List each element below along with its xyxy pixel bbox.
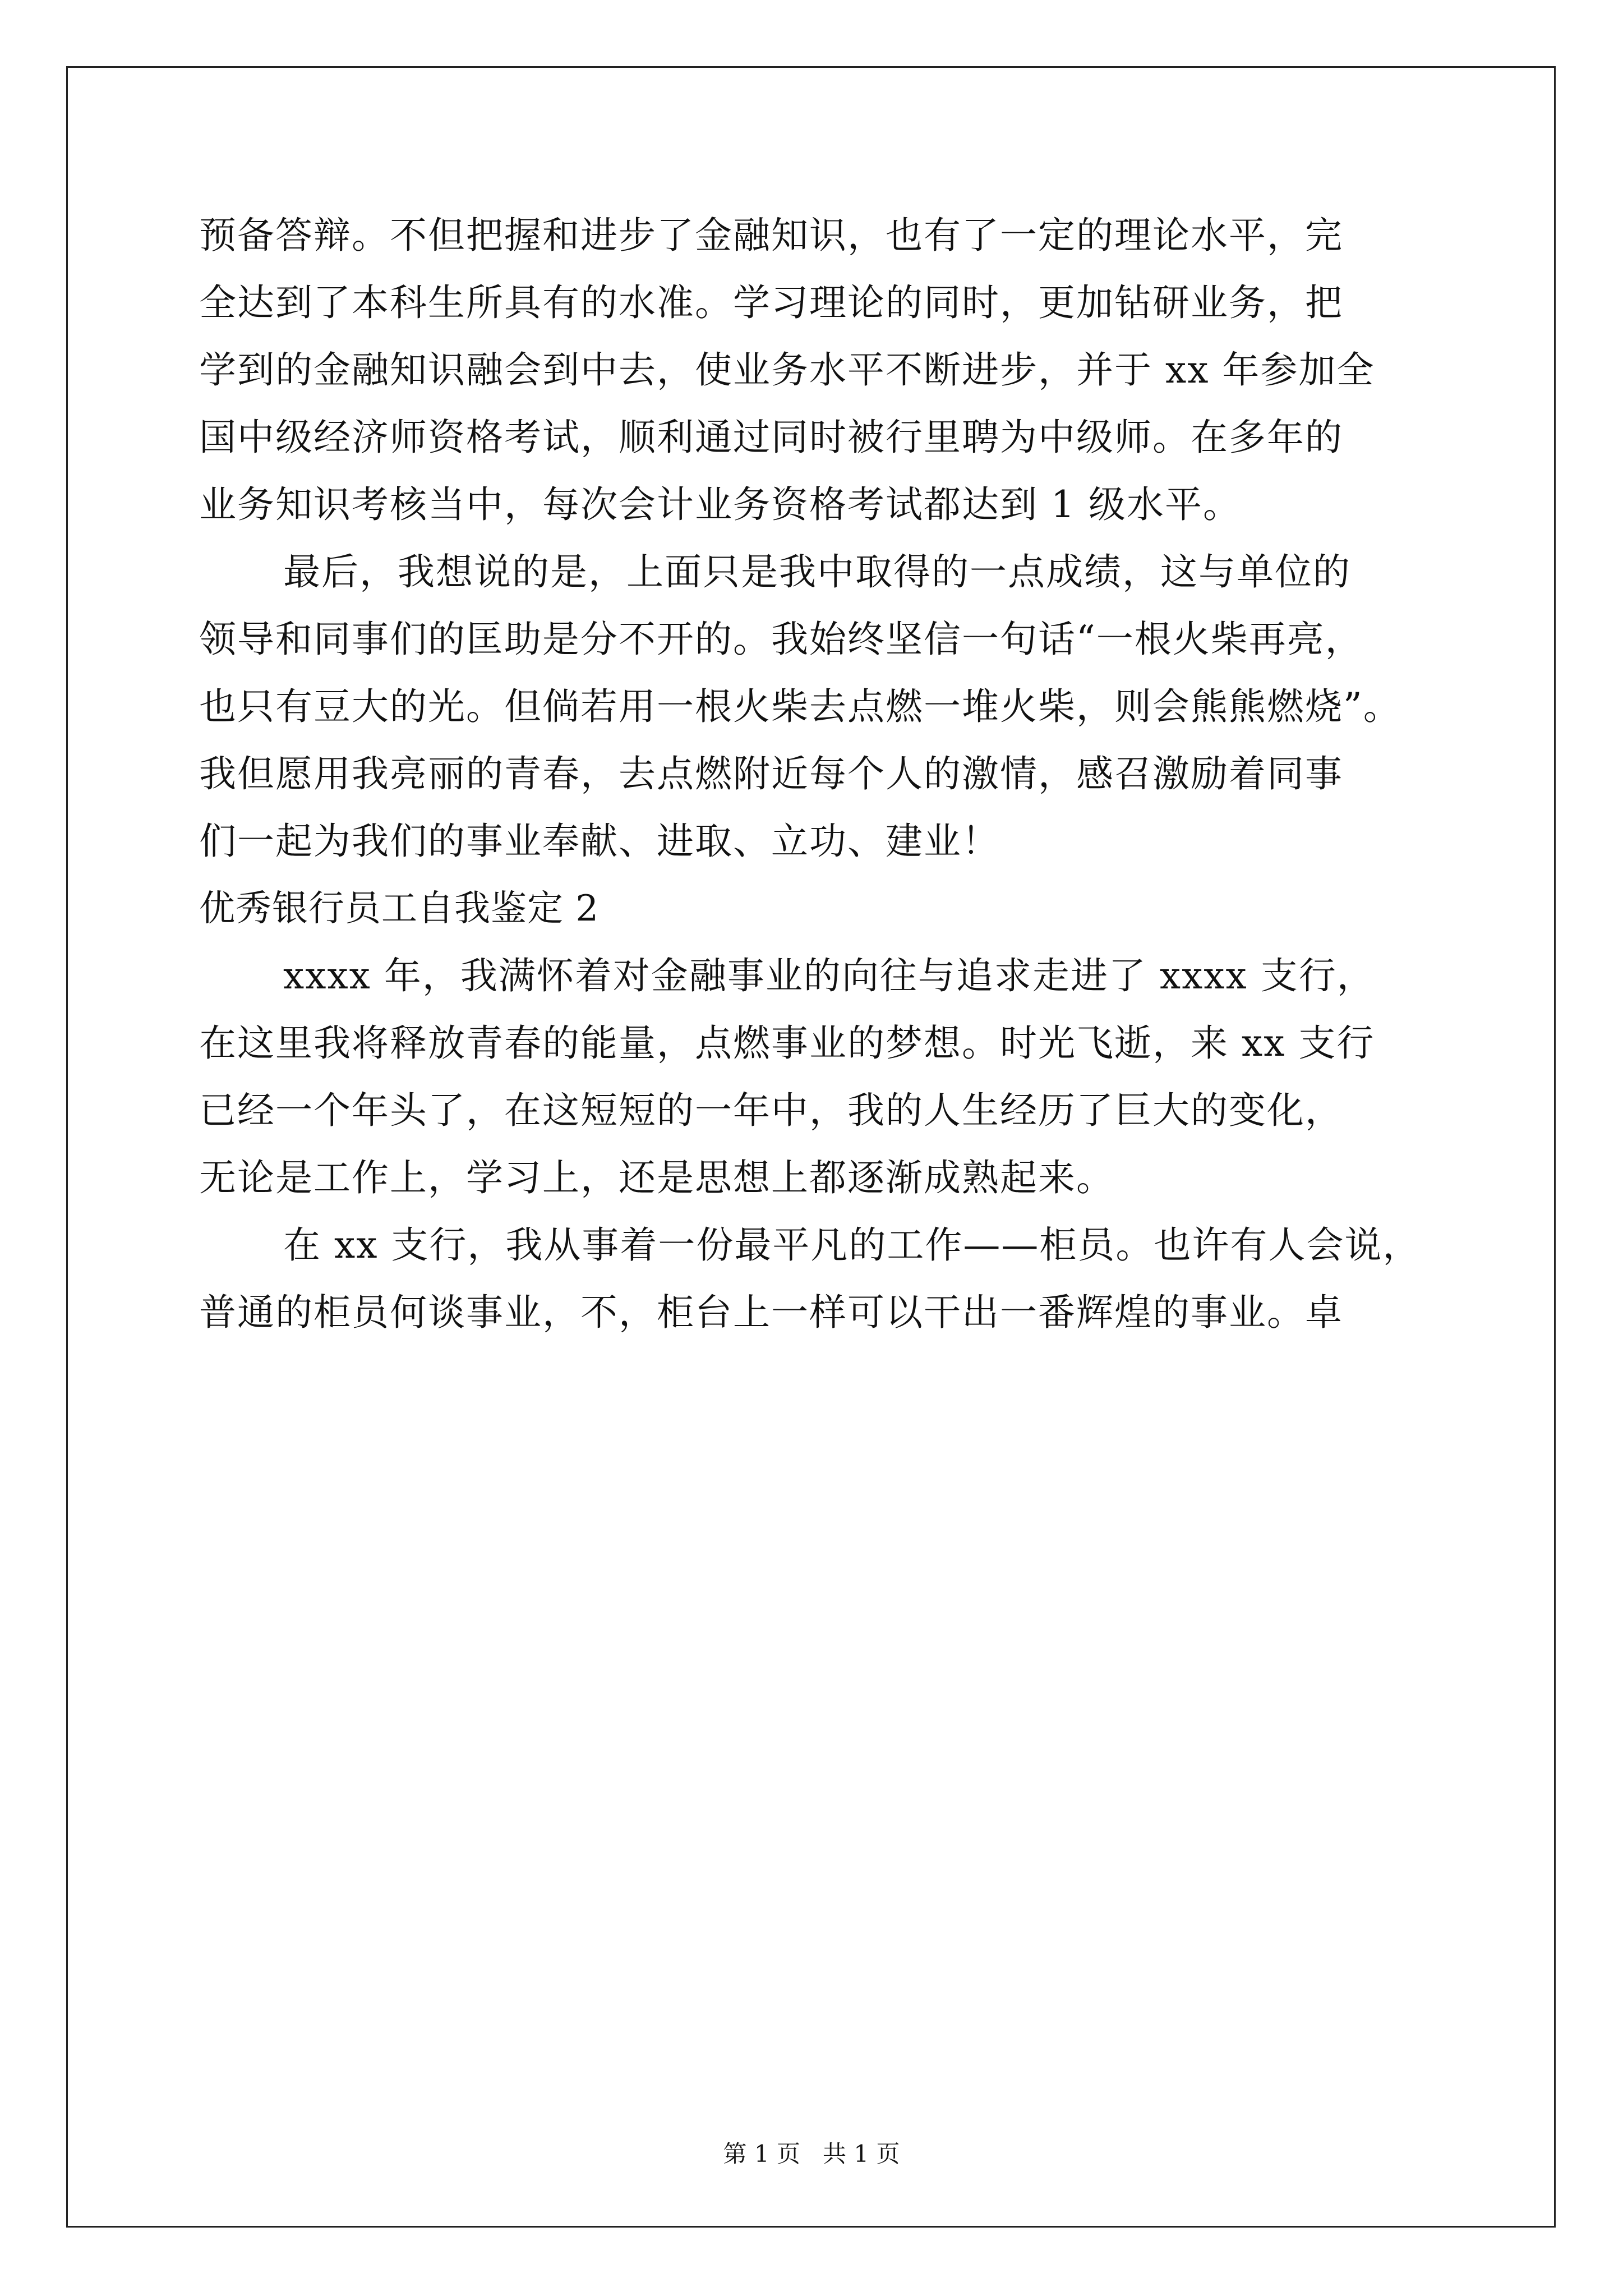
paragraph-line: 业务知识考核当中，每次会计业务资格考试都达到 1 级水平。 [199, 483, 1241, 526]
paragraph-line: 已经一个年头了，在这短短的一年中，我的人生经历了巨大的变化， [199, 1089, 1343, 1132]
paragraph-line: 国中级经济师资格考试，顺利通过同时被行里聘为中级师。在多年的 [199, 416, 1343, 459]
paragraph-line: 学到的金融知识融会到中去，使业务水平不断进步，并于 xx 年参加全 [199, 348, 1375, 392]
paragraph-line: 无论是工作上，学习上，还是思想上都逐渐成熟起来。 [199, 1156, 1114, 1199]
paragraph-line: 我但愿用我亮丽的青春，去点燃附近每个人的激情，感召激励着同事 [199, 752, 1343, 795]
paragraph-line: 最后，我想说的是，上面只是我中取得的一点成绩，这与单位的 [283, 550, 1351, 593]
page-number-footer: 第 1 页 共 1 页 [723, 2140, 900, 2168]
paragraph-line: 领导和同事们的匡助是分不开的。我始终坚信一句话“一根火柴再亮， [199, 618, 1363, 661]
paragraph-line: 也只有豆大的光。但倘若用一根火柴去点燃一堆火柴，则会熊熊燃烧”。 [199, 685, 1401, 728]
paragraph-line: 在这里我将释放青春的能量，点燃事业的梦想。时光飞逝，来 xx 支行 [199, 1022, 1375, 1065]
paragraph-line: 预备答辩。不但把握和进步了金融知识，也有了一定的理论水平，完 [199, 214, 1343, 257]
paragraph-line: 全达到了本科生所具有的水准。学习理论的同时，更加钻研业务，把 [199, 281, 1343, 324]
section-heading: 优秀银行员工自我鉴定 2 [199, 888, 600, 930]
paragraph-line: 在 xx 支行，我从事着一份最平凡的工作——柜员。也许有人会说， [283, 1223, 1421, 1267]
paragraph-line: xxxx 年，我满怀着对金融事业的向往与追求走进了 xxxx 支行， [283, 954, 1375, 997]
paragraph-line: 普通的柜员何谈事业，不，柜台上一样可以干出一番辉煌的事业。卓 [199, 1291, 1343, 1334]
paragraph-line: 们一起为我们的事业奉献、进取、立功、建业！ [199, 820, 1000, 863]
